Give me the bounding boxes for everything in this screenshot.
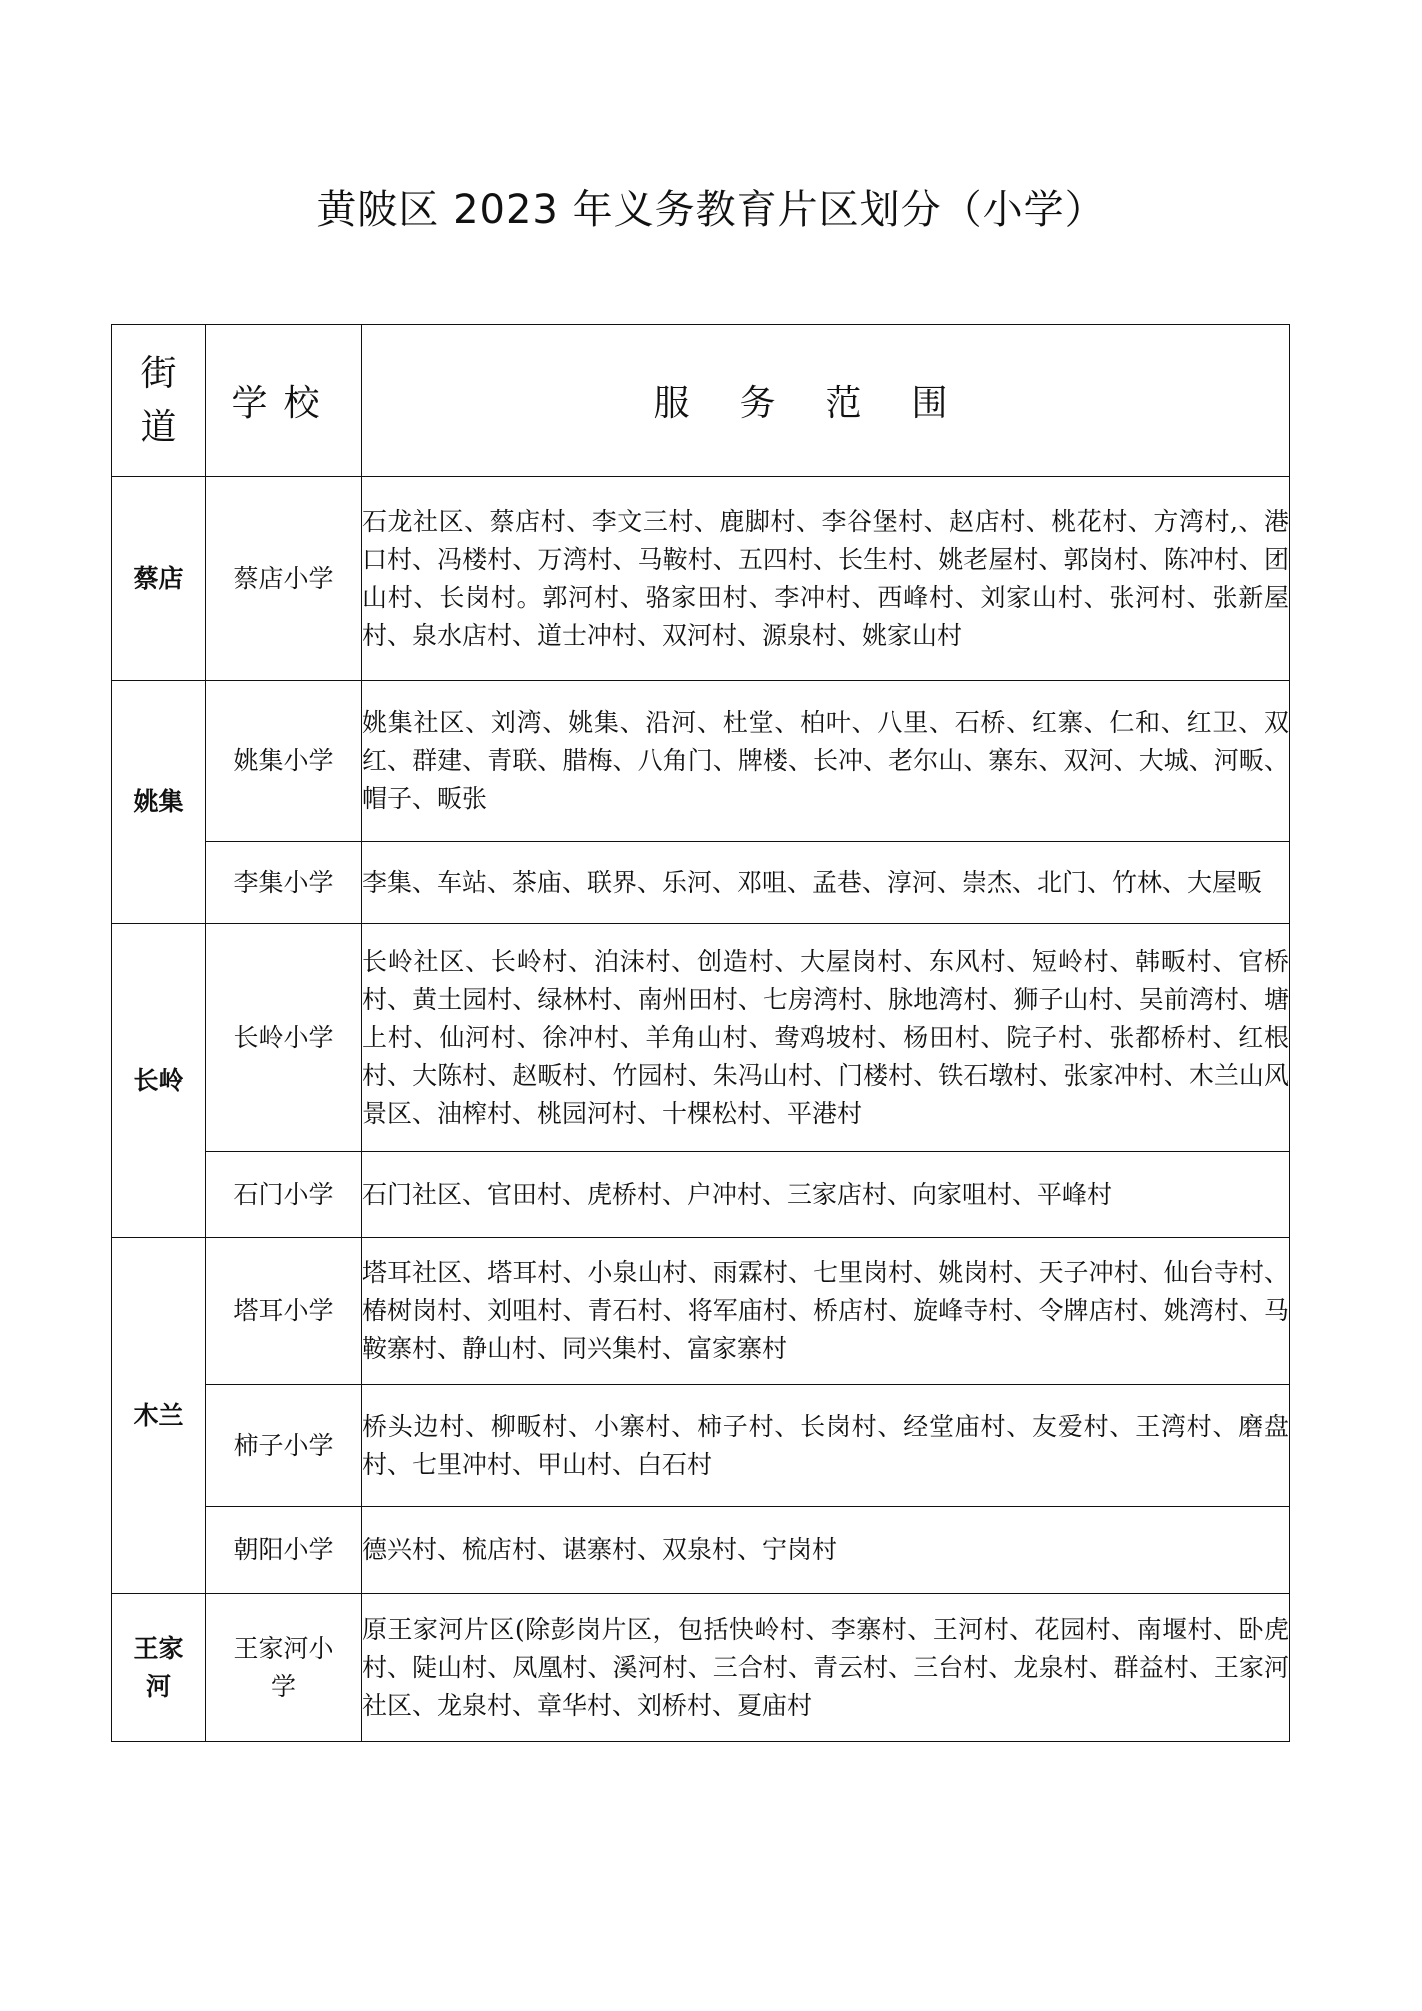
school-cell: 姚集小学	[206, 681, 362, 842]
street-cell: 蔡店	[112, 477, 206, 681]
header-school: 学校	[206, 325, 362, 477]
scope-cell: 姚集社区、刘湾、姚集、沿河、杜堂、柏叶、八里、石桥、红寨、仁和、红卫、双红、群建、青联、腊梅、八角门、牌楼、长冲、老尔山、寨东、双河、大城、河畈、帽子、畈张	[362, 681, 1290, 842]
table-row	[112, 1507, 1290, 1594]
table-row	[112, 1238, 1290, 1385]
scope-cell: 石门社区、官田村、虎桥村、户冲村、三家店村、向家咀村、平峰村	[362, 1152, 1290, 1238]
table-row	[112, 1385, 1290, 1507]
scope-cell: 塔耳社区、塔耳村、小泉山村、雨霖村、七里岗村、姚岗村、天子冲村、仙台寺村、椿树岗村、刘咀村、青石村、将军庙村、桥店村、旋峰寺村、令牌店村、姚湾村、马鞍寨村、静山村、同兴集村、富家寨村	[362, 1238, 1290, 1385]
scope-cell: 德兴村、梳店村、谌寨村、双泉村、宁岗村	[362, 1507, 1290, 1594]
header-street-line1: 街	[140, 352, 177, 394]
table-row	[112, 842, 1290, 924]
table-row	[112, 1152, 1290, 1238]
scope-cell: 长岭社区、长岭村、泊沫村、创造村、大屋岗村、东风村、短岭村、韩畈村、官桥村、黄土园村、绿林村、南州田村、七房湾村、脉地湾村、狮子山村、吴前湾村、塘上村、仙河村、徐冲村、羊角山村、鸯鸡坡村、杨田村、院子村、张都桥村、红根村、大陈村、赵畈村、竹园村、朱冯山村、门楼村、铁石墩村、张家冲村、木兰山风景区、油榨村、桃园河村、十棵松村、平港村	[362, 924, 1290, 1152]
street-cell: 姚集	[112, 681, 206, 924]
scope-cell: 桥头边村、柳畈村、小寨村、柿子村、长岗村、经堂庙村、友爱村、王湾村、磨盘村、七里冲村、甲山村、白石村	[362, 1385, 1290, 1507]
street-cell: 木兰	[112, 1238, 206, 1594]
scope-cell: 石龙社区、蔡店村、李文三村、鹿脚村、李谷堡村、赵店村、桃花村、方湾村,、港口村、冯楼村、万湾村、马鞍村、五四村、长生村、姚老屋村、郭岗村、陈冲村、团山村、长岗村。郭河村、骆家田村、李冲村、西峰村、刘家山村、张河村、张新屋村、泉水店村、道士冲村、双河村、源泉村、姚家山村	[362, 477, 1290, 681]
page-title: 黄陂区 2023 年义务教育片区划分（小学）	[316, 187, 1106, 233]
school-cell: 王家河小学	[206, 1594, 362, 1742]
scope-cell: 李集、车站、茶庙、联界、乐河、邓咀、孟巷、淳河、崇杰、北门、竹林、大屋畈	[362, 842, 1290, 924]
school-cell: 柿子小学	[206, 1385, 362, 1507]
school-cell: 石门小学	[206, 1152, 362, 1238]
school-cell: 朝阳小学	[206, 1507, 362, 1594]
header-street-line2: 道	[140, 406, 177, 448]
school-cell: 蔡店小学	[206, 477, 362, 681]
header-street	[112, 325, 206, 477]
table-row	[112, 477, 1290, 681]
table-row	[112, 924, 1290, 1152]
street-cell: 王家河	[112, 1594, 206, 1742]
school-zone-table	[111, 324, 1290, 1742]
school-cell: 塔耳小学	[206, 1238, 362, 1385]
header-scope: 服务范围	[362, 325, 1290, 477]
school-cell: 李集小学	[206, 842, 362, 924]
scope-cell: 原王家河片区(除彭岗片区，包括快岭村、李寨村、王河村、花园村、南堰村、卧虎村、陡山村、凤凰村、溪河村、三合村、青云村、三台村、龙泉村、群益村、王家河社区、龙泉村、章华村、刘桥村、夏庙村	[362, 1594, 1290, 1742]
table-row	[112, 681, 1290, 842]
table-header-row	[112, 325, 1290, 477]
street-cell: 长岭	[112, 924, 206, 1238]
table-row	[112, 1594, 1290, 1742]
school-cell: 长岭小学	[206, 924, 362, 1152]
